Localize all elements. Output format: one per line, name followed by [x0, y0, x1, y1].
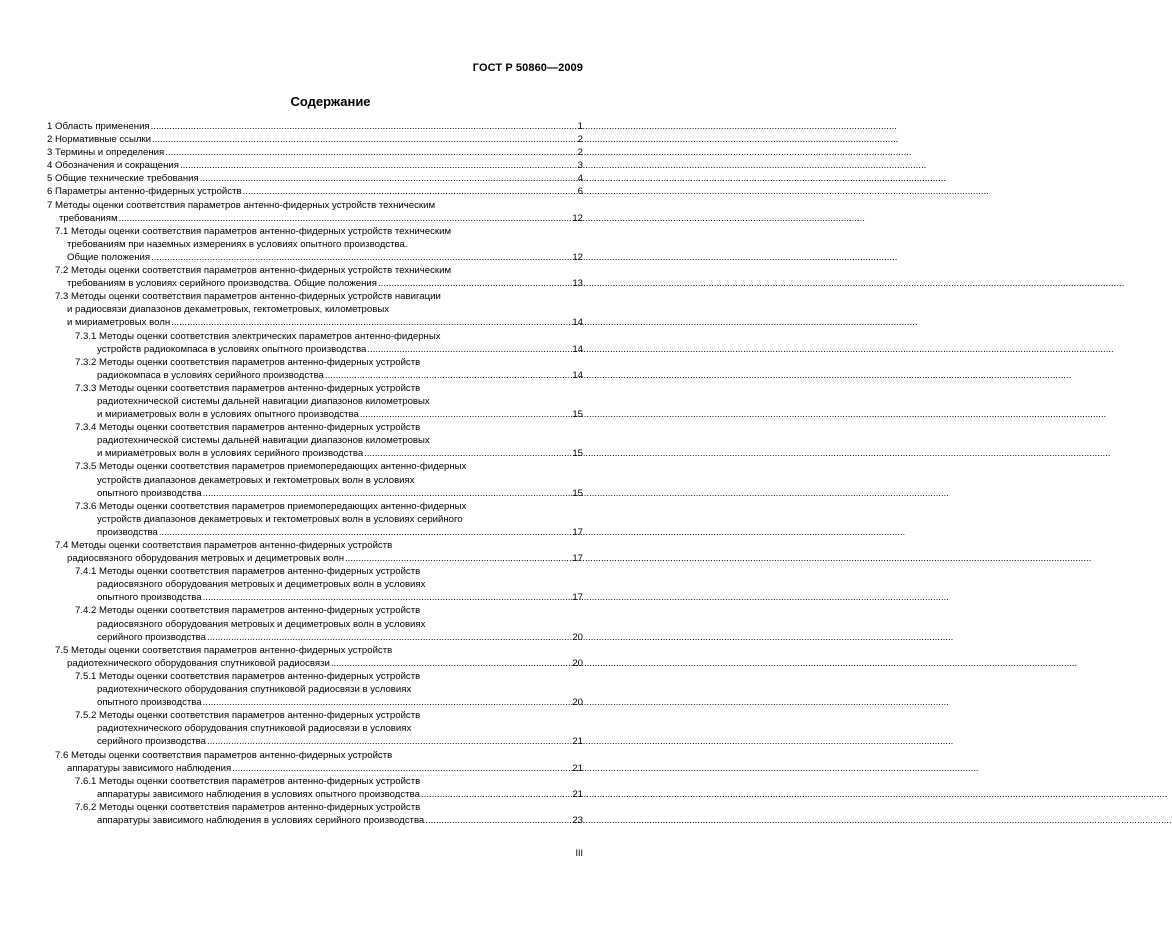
toc-entry-text: и мириаметровых волн в условиях опытного производства	[97, 409, 359, 421]
toc-entry-line	[75, 487, 583, 500]
toc-entry-text: 6 Параметры антенно-фидерных устройств	[47, 186, 242, 198]
toc-entry-line: 7.6.1 Методы оценки соответствия параметров антенно-фидерных устройств	[75, 775, 421, 787]
toc-page-number: 12	[572, 212, 583, 224]
toc-entry-text: устройств радиокомпаса в условиях опытного производства	[97, 343, 367, 355]
toc-dot-leader	[207, 631, 571, 644]
toc-dot-leader	[345, 552, 571, 565]
toc-entry-text: 1 Область применения	[47, 121, 150, 132]
toc-entry-text: опытного производства	[97, 697, 202, 709]
toc-entry-text: требованиям	[59, 212, 118, 224]
toc-entry-line: устройств диапазонов декаметровых и гектометровых волн в условиях	[97, 474, 415, 486]
toc-page-number: 17	[572, 526, 583, 538]
toc-page-number: 14	[572, 369, 583, 381]
toc-entry-line: радиотехнического оборудования спутниковой радиосвязи в условиях	[97, 723, 412, 735]
toc-entry-line: 7.1 Методы оценки соответствия параметров антенно-фидерных устройств техническим	[55, 225, 452, 237]
toc-entry-line: 7.3.5 Методы оценки соответствия параметров приемопередающих антенно-фидерных	[75, 461, 467, 473]
toc-page-number: 17	[572, 553, 583, 565]
toc-entry-text: опытного производства	[97, 487, 202, 499]
toc-entry-line: радиосвязного оборудования метровых и дециметровых волн в условиях	[97, 579, 426, 591]
toc-entry-text: Общие положения	[67, 251, 151, 263]
toc-page-number: 21	[572, 788, 583, 800]
toc-page-number: 6	[577, 186, 583, 198]
toc-dot-leader	[367, 343, 571, 356]
toc-entry-line: радиотехнической системы дальней навигации диапазонов километровых	[97, 395, 430, 407]
toc-entry-line: 7 Методы оценки соответствия параметров антенно-фидерных устройств техническим	[47, 199, 436, 211]
toc-entry-line	[75, 408, 583, 421]
toc-dot-leader	[203, 487, 572, 500]
toc-entry-text: 2 Нормативные ссылки	[47, 134, 152, 146]
toc-entry-text: 4 Обозначения и сокращения	[47, 160, 179, 172]
toc-dot-leader	[151, 120, 577, 133]
toc-entry-line	[75, 631, 583, 644]
toc-entry-line	[47, 146, 583, 159]
toc-entry-text: серийного производства	[97, 736, 206, 748]
toc-dot-leader	[165, 146, 576, 159]
toc-entry-line: 7.6.2 Методы оценки соответствия параметров антенно-фидерных устройств	[75, 801, 421, 813]
toc-entry-line: 7.3.2 Методы оценки соответствия параметров антенно-фидерных устройств	[75, 356, 421, 368]
toc-entry-line	[47, 172, 583, 185]
toc-entry[interactable]	[47, 264, 583, 290]
toc-entry[interactable]	[47, 670, 583, 709]
toc-entry-line	[75, 591, 583, 604]
toc-entry-line: 7.3 Методы оценки соответствия параметров антенно-фидерных устройств навигации	[55, 291, 441, 303]
toc-entry-line	[75, 369, 583, 382]
toc-entry-line	[75, 526, 583, 539]
toc-dot-leader	[151, 251, 571, 264]
toc-dot-leader	[152, 133, 577, 146]
toc-entry-line: и радиосвязи диапазонов декаметровых, гектометровых, километровых	[67, 304, 390, 316]
toc-dot-leader	[232, 762, 571, 775]
toc-dot-leader	[325, 369, 571, 382]
toc-dot-leader	[180, 159, 577, 172]
toc-entry[interactable]	[47, 604, 583, 643]
toc-entry[interactable]	[47, 225, 583, 264]
table-of-contents	[47, 120, 583, 827]
page-title: Содержание	[290, 94, 371, 109]
toc-entry-text: аппаратуры зависимого наблюдения в условиях опытного производства	[97, 788, 420, 800]
toc-entry-line	[75, 343, 583, 356]
toc-entry-text: 5 Общие технические требования	[47, 173, 199, 185]
toc-dot-leader	[200, 172, 577, 185]
toc-dot-leader	[207, 735, 571, 748]
toc-entry-line: 7.4.1 Методы оценки соответствия параметров антенно-фидерных устройств	[75, 566, 421, 578]
toc-page-number: 20	[572, 631, 583, 643]
toc-dot-leader	[360, 408, 572, 421]
toc-entry-line: 7.2 Методы оценки соответствия параметров антенно-фидерных устройств техническим	[55, 265, 452, 277]
toc-entry-line	[75, 788, 583, 801]
toc-entry[interactable]	[47, 146, 583, 159]
toc-dot-leader	[203, 591, 572, 604]
toc-entry-text: аппаратуры зависимого наблюдения в условиях серийного производства	[97, 814, 425, 826]
toc-page-number: 14	[572, 343, 583, 355]
page-folio: III	[575, 848, 583, 858]
toc-entry[interactable]	[47, 565, 583, 604]
toc-entry[interactable]	[47, 120, 583, 133]
toc-entry-line: 7.4 Методы оценки соответствия параметров антенно-фидерных устройств	[55, 540, 393, 551]
toc-dot-leader	[203, 696, 572, 709]
toc-page-number: 20	[572, 657, 583, 669]
toc-entry-text: серийного производства	[97, 631, 206, 643]
toc-entry[interactable]	[47, 801, 583, 827]
toc-page-number: 1	[577, 121, 583, 132]
toc-entry-line: устройств диапазонов декаметровых и гектометровых волн в условиях серийного	[97, 513, 463, 525]
toc-dot-leader	[425, 814, 571, 827]
toc-entry-line	[75, 735, 583, 748]
toc-entry-line: 7.3.3 Методы оценки соответствия параметров антенно-фидерных устройств	[75, 382, 421, 394]
toc-entry-text: радиокомпаса в условиях серийного производства	[97, 369, 324, 381]
toc-entry[interactable]	[47, 330, 583, 356]
toc-page-number: 2	[577, 147, 583, 159]
toc-page-number: 21	[572, 736, 583, 748]
toc-dot-leader	[119, 212, 572, 225]
toc-entry-text: радиотехнического оборудования спутниковой радиосвязи	[67, 657, 330, 669]
toc-entry-line: 7.3.1 Методы оценки соответствия электрических параметров антенно-фидерных	[75, 330, 441, 342]
toc-entry-line: 7.5.2 Методы оценки соответствия параметров антенно-фидерных устройств	[75, 710, 421, 722]
toc-entry-text: производства	[97, 526, 158, 538]
toc-page-number: 23	[572, 814, 583, 826]
toc-page-number: 12	[572, 251, 583, 263]
toc-entry-text: и мириаметровых волн в условиях серийного производства	[97, 448, 364, 460]
toc-page-number: 15	[572, 409, 583, 421]
toc-entry[interactable]	[47, 172, 583, 185]
toc-page-number: 4	[577, 173, 583, 185]
toc-entry-line: 7.3.6 Методы оценки соответствия параметров приемопередающих антенно-фидерных	[75, 500, 467, 512]
toc-entry[interactable]	[47, 644, 583, 670]
toc-page-number: 15	[572, 448, 583, 460]
toc-entry-text: 3 Термины и определения	[47, 147, 165, 159]
toc-entry[interactable]	[47, 159, 583, 172]
toc-page-number: 3	[577, 160, 583, 172]
toc-entry-line	[47, 133, 583, 146]
toc-entry-line: 7.5.1 Методы оценки соответствия параметров антенно-фидерных устройств	[75, 670, 421, 682]
toc-dot-leader	[421, 788, 571, 801]
toc-dot-leader	[159, 526, 571, 539]
toc-entry[interactable]	[47, 460, 583, 499]
toc-entry-line	[55, 251, 583, 264]
toc-entry-line: 7.5 Методы оценки соответствия параметров антенно-фидерных устройств	[55, 644, 393, 656]
toc-entry-line: радиотехнического оборудования спутниковой радиосвязи в условиях	[97, 684, 412, 696]
toc-page-number: 17	[572, 592, 583, 604]
toc-entry-line	[55, 552, 583, 565]
toc-page-number: 20	[572, 697, 583, 709]
toc-entry-line	[47, 185, 583, 198]
toc-page-number: 21	[572, 762, 583, 774]
toc-entry-line	[55, 277, 583, 290]
toc-dot-leader	[171, 316, 571, 329]
toc-entry[interactable]	[47, 133, 583, 146]
toc-entry-line	[55, 762, 583, 775]
toc-entry[interactable]	[47, 199, 583, 225]
toc-entry[interactable]	[47, 539, 583, 565]
toc-entry[interactable]	[47, 500, 583, 539]
toc-entry-line	[75, 447, 583, 460]
toc-entry-text: аппаратуры зависимого наблюдения	[67, 762, 232, 774]
toc-page-number: 2	[577, 134, 583, 146]
toc-entry-line: 7.3.4 Методы оценки соответствия параметров антенно-фидерных устройств	[75, 422, 421, 434]
toc-entry[interactable]	[47, 709, 583, 748]
toc-page-number: 14	[572, 317, 583, 329]
toc-page-number: 15	[572, 487, 583, 499]
toc-entry[interactable]	[47, 421, 583, 460]
document-code: ГОСТ Р 50860—2009	[472, 62, 583, 74]
toc-entry[interactable]	[47, 382, 583, 421]
toc-dot-leader	[378, 277, 571, 290]
toc-page-number: 13	[572, 278, 583, 290]
toc-entry-line	[75, 814, 583, 827]
toc-entry-line	[75, 696, 583, 709]
toc-entry-line: 7.4.2 Методы оценки соответствия параметров антенно-фидерных устройств	[75, 605, 421, 617]
toc-entry[interactable]	[47, 356, 583, 382]
toc-entry-line: радиосвязного оборудования метровых и дециметровых волн в условиях	[97, 618, 426, 630]
toc-entry-text: требованиям в условиях серийного производства. Общие положения	[67, 278, 377, 290]
toc-entry[interactable]	[47, 775, 583, 801]
toc-entry-text: и мириаметровых волн	[67, 317, 171, 329]
toc-entry-line: 7.6 Методы оценки соответствия параметров антенно-фидерных устройств	[55, 749, 393, 761]
toc-entry-text: радиосвязного оборудования метровых и дециметровых волн	[67, 553, 344, 565]
toc-dot-leader	[243, 185, 577, 198]
toc-entry-line	[55, 657, 583, 670]
toc-entry[interactable]	[47, 290, 583, 329]
toc-entry-text: опытного производства	[97, 592, 202, 604]
toc-entry-line: требованиям при наземных измерениях в условиях опытного производства.	[67, 238, 408, 250]
toc-entry[interactable]	[47, 185, 583, 198]
toc-entry-line	[55, 316, 583, 329]
toc-dot-leader	[331, 657, 571, 670]
toc-entry-line	[47, 159, 583, 172]
toc-entry-line: радиотехнической системы дальней навигации диапазонов километровых	[97, 435, 430, 447]
toc-entry-line	[47, 212, 583, 225]
toc-entry[interactable]	[47, 749, 583, 775]
toc-dot-leader	[364, 447, 571, 460]
toc-entry-line	[47, 120, 583, 133]
